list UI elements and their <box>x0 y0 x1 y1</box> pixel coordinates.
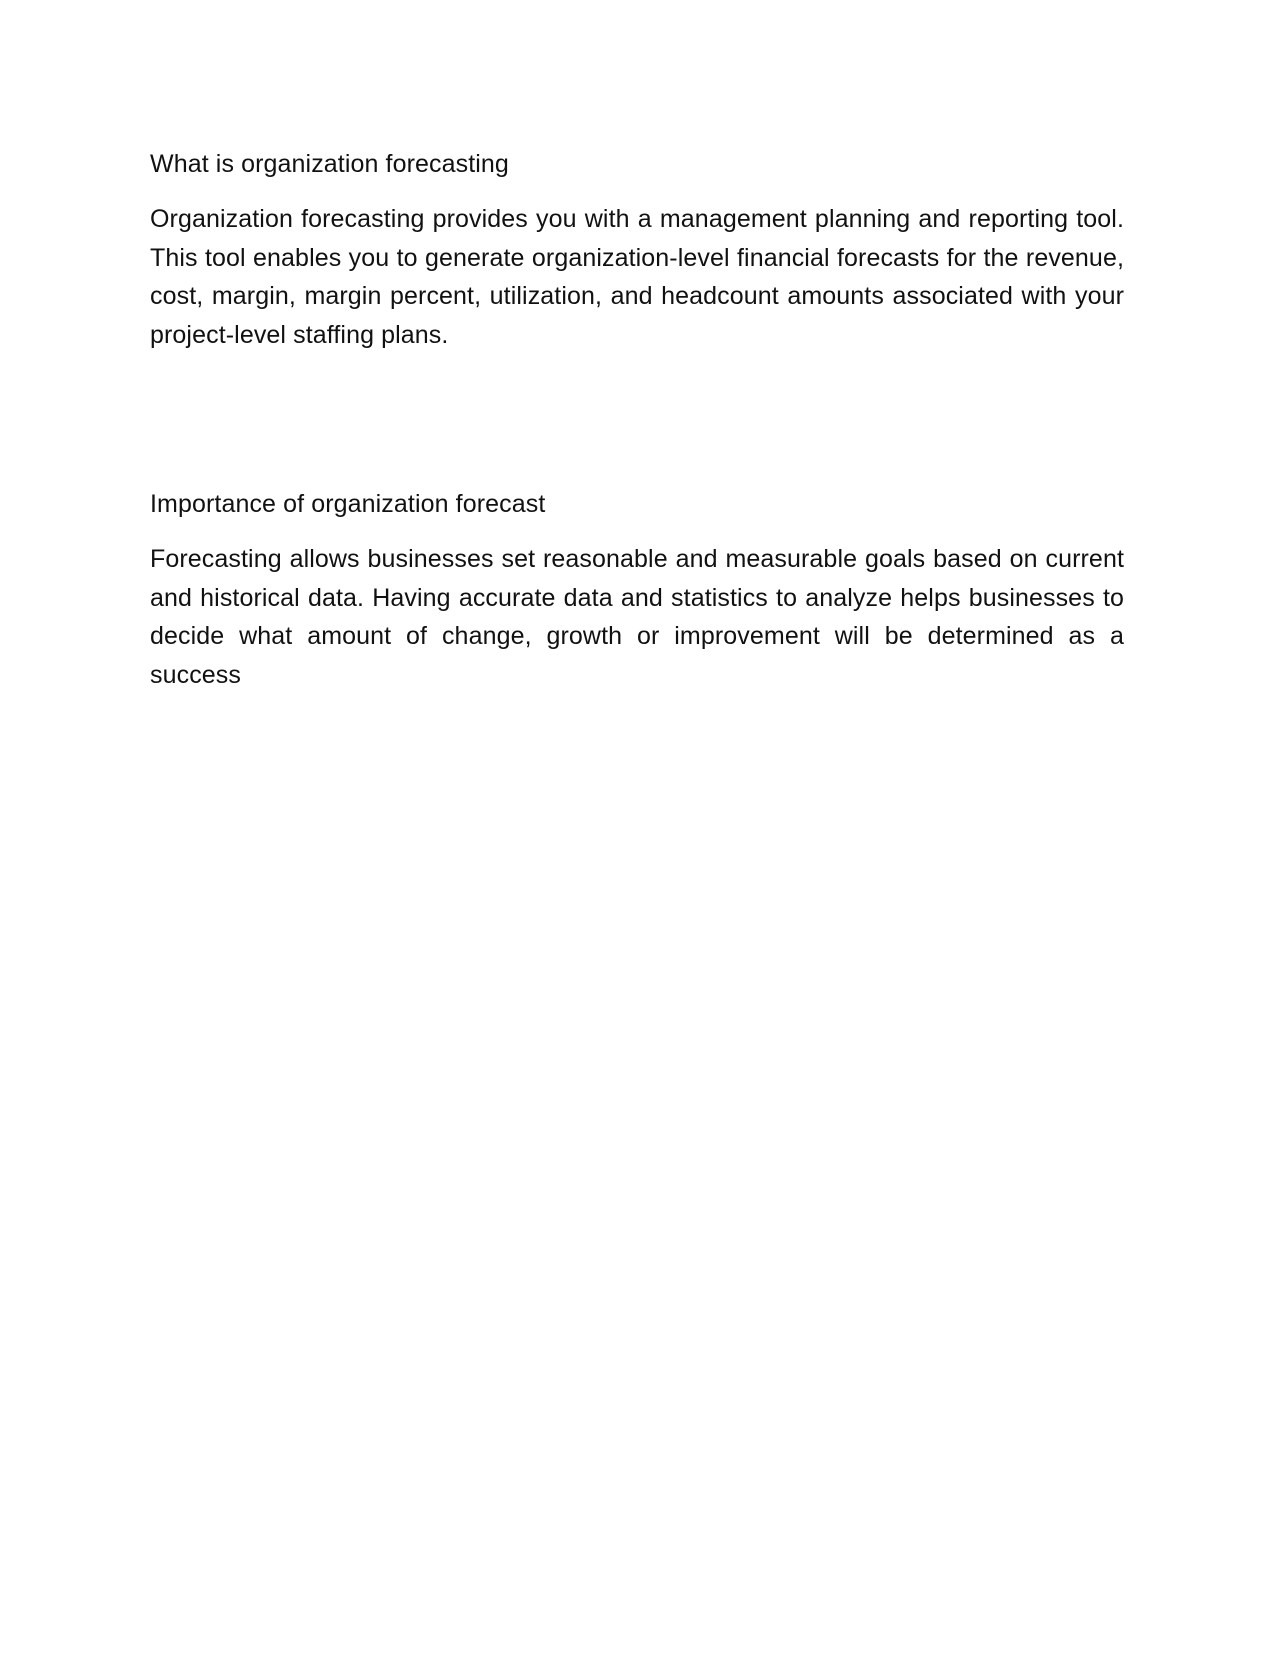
section-paragraph: Organization forecasting provides you with a management planning and reporting tool. This tool enables you to generate organization-level financial forecasts for the revenue, cost, margin, margin percent, utilization, and headcount amounts associated with your project-level staffing plans. <box>150 205 1124 349</box>
document-body <box>150 147 1124 694</box>
section-heading: What is organization forecasting <box>150 150 509 178</box>
section-paragraph: Forecasting allows businesses set reasonable and measurable goals based on current and historical data. Having accurate data and statistics to analyze helps businesses to decide what amount of change, growth or improvement will be determined as a success <box>150 545 1124 689</box>
section-heading: Importance of organization forecast <box>150 490 546 518</box>
section-organization-forecasting <box>150 147 1124 354</box>
section-importance-of-forecast <box>150 487 1124 694</box>
